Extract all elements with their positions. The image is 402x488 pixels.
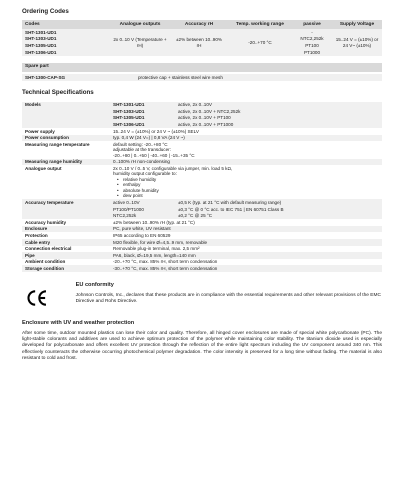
order-code: SHT-1305-UD1 <box>22 43 110 50</box>
spec-value: -30..+70 °C, max. 85% rH, short term condensation <box>110 265 382 272</box>
spec-value: ±0,5 K (typ. at 21 °C with default measuring range) <box>175 199 382 206</box>
spec-label: Protection <box>25 232 48 238</box>
variant-label: NTC2,252k <box>110 213 175 220</box>
spec-value: M20 flexible, for wire Ø=4,5..9 mm, removable <box>110 239 382 246</box>
enclosure-section <box>22 320 382 363</box>
spec-row-analogue-output <box>22 165 382 199</box>
spec-value: -20..+70 °C, max. 85% rH, short term condensation <box>113 259 218 265</box>
spec-label: Models <box>22 102 110 109</box>
model-code: SHT-1306-UD1 <box>110 121 175 128</box>
model-code: SHT-1305-UD1 <box>110 115 175 122</box>
spec-value: PC, pure white, UV resistant <box>110 226 382 233</box>
model-description: active, 2x 0..10V + PT1000 <box>175 121 382 128</box>
eu-conformity-section <box>22 282 382 308</box>
spec-value: ±2% between 10..90% rH (typ. at 21 °C) <box>113 219 195 225</box>
ordering-codes-heading: Ordering Codes <box>22 8 69 15</box>
spec-label: Cable entry <box>22 239 110 246</box>
spec-row-measuring-humidity <box>22 159 382 166</box>
spec-row-power-consumption <box>22 135 382 142</box>
spare-part-code: SHT-1300-CAP-SG <box>25 74 66 80</box>
spec-row-accuracy-temperature <box>22 199 382 206</box>
spec-row-models <box>22 115 382 122</box>
ordering-header-row <box>22 20 382 29</box>
spare-part-heading: Spare part <box>22 63 382 72</box>
bullet-item: • relative humidity <box>113 177 379 183</box>
bullet-item: • absolute humidity <box>113 188 379 194</box>
spec-label: Storage condition <box>22 265 110 272</box>
model-code: SHT-1303-UD1 <box>110 108 175 115</box>
passive-value: - <box>292 29 332 36</box>
spec-label: Enclosure <box>22 226 110 233</box>
spec-label: Connection electrical <box>25 246 72 252</box>
spec-row-accuracy-temperature <box>22 206 382 213</box>
temp-range-value: -20..+70 °C <box>228 29 292 56</box>
spec-row-models <box>22 121 382 128</box>
spare-part-description: protective cap + stainless steel wire mesh <box>138 74 223 80</box>
spec-row <box>22 219 382 226</box>
spec-row <box>22 252 382 259</box>
order-code: SHT-1306-UD1 <box>22 49 110 56</box>
spec-row <box>22 259 382 266</box>
spec-label: Accuracy temperature <box>22 199 110 206</box>
document-page <box>22 8 382 363</box>
header-analogue-outputs: Analogue outputs <box>110 20 170 29</box>
bullet-item: • enthalpy <box>113 182 379 188</box>
technical-specifications-heading: Technical Specifications <box>22 89 94 97</box>
model-code: SHT-1301-UD1 <box>110 102 175 109</box>
accuracy-value: ±2% between 10..90% rH <box>170 29 228 56</box>
order-code: SHT-1303-UD1 <box>22 36 110 43</box>
spec-row <box>22 226 382 233</box>
spec-row-models <box>22 102 382 109</box>
spec-row <box>22 265 382 272</box>
spec-value: 2x 0..10 V / 0..5 V, configurable via jumper, min. load 5 kΩ, humidity output configurable to: • relative humidity • enthalpy • absolute humidity • dew point <box>110 165 382 199</box>
ce-mark-icon <box>26 288 48 308</box>
spec-label: Analogue output <box>25 165 62 171</box>
eu-conformity-text: Johnson Controls, Inc., declares that these products are in compliance with the essential requirements and other relevant provisions of the EMC Directive and Rohs Directive. <box>75 292 381 304</box>
spec-label: Ambient condition <box>25 259 66 265</box>
spec-row-power-supply <box>22 128 382 135</box>
spec-label: Accuracy humidity <box>25 219 67 225</box>
ordering-codes-section <box>22 8 382 81</box>
ordering-codes-table <box>22 20 382 56</box>
header-accuracy: Accuracy rH <box>170 20 228 29</box>
spare-part-row <box>22 74 382 82</box>
header-codes: Codes <box>22 20 110 29</box>
spec-row-measuring-temperature <box>22 141 382 159</box>
spec-label: Power consumption <box>22 135 110 142</box>
header-supply-voltage: Supply Voltage <box>332 20 382 29</box>
passive-value: PT100 <box>292 43 332 50</box>
spec-label: Power supply <box>25 128 55 134</box>
spec-value: 0..100% rH non-condensing <box>110 159 382 166</box>
model-description: active, 2x 0..10V + NTC2,252k <box>175 108 382 115</box>
spec-label: Measuring range humidity <box>22 159 110 166</box>
model-description: active, 2x 0..10V <box>175 102 382 109</box>
analogue-outputs-value: 2x 0..10 V (Temperature + rH) <box>110 29 170 56</box>
enclosure-heading: Enclosure with UV and weather protection <box>22 320 135 326</box>
passive-value: NTC2,252k <box>292 36 332 43</box>
spec-label: Pipe <box>22 252 110 259</box>
spec-value: ±0,3 °C @ 0 °C acc. to IEC 751 | EN 60751 Class B <box>175 206 382 213</box>
technical-specifications-table <box>22 102 382 272</box>
spec-value: Removable plug-in terminal, max. 2,5 mm² <box>113 246 200 252</box>
order-code: SHT-1301-UD1 <box>22 29 110 36</box>
spec-row <box>22 239 382 246</box>
eu-conformity-heading: EU conformity <box>75 282 114 288</box>
variant-label: active 0..10V <box>110 199 175 206</box>
enclosure-text: After some time, outdoor mounted plastics can lose their color and quality. Therefore, all hinged cover enclosures are made of special white polycarbonate (PC). The light-stable colorants and additives are used to achieve optimum protection of the polymer while maintaining color stability. The titanium dioxide used is especially developed for polycarbonate and offers excellent UV protection through the reflection of the entire light spectrum including the UV component around 340 nm. This effectively counteracts the otherwise occurring photochemical polymer degradation. The color intensity is preserved for a long time without fading. The material is also resistant to cold and frost. <box>22 330 382 362</box>
spec-value: default setting: -20..+80 °C adjustable at the transducer: -20..+80 | 0..+50 | -40..+60 | -15..+35 °C <box>113 141 195 158</box>
passive-value: PT1000 <box>292 49 332 56</box>
technical-specifications-section <box>22 89 382 272</box>
header-passive: passive <box>292 20 332 29</box>
spec-row-accuracy-temperature <box>22 213 382 220</box>
ordering-row <box>22 29 382 36</box>
header-temp-range: Temp. working range <box>228 20 292 29</box>
model-description: active, 2x 0..10V + PT100 <box>175 115 382 122</box>
bullet-item: • dew point <box>113 193 379 199</box>
variant-label: PT100/PT1000 <box>110 206 175 213</box>
spec-value: 15..24 V = (±10%) or 24 V ~ (±10%) SELV <box>113 128 199 134</box>
spec-row-models <box>22 108 382 115</box>
spec-value: PA6, black, Ø=19,5 mm, length=140 mm <box>110 252 382 259</box>
spec-value: ±0,2 °C @ 25 °C <box>175 213 382 220</box>
spec-row <box>22 232 382 239</box>
spec-value: typ. 0,4 W (24 V=) | 0,8 VA (24 V ~) <box>110 135 382 142</box>
spec-row <box>22 246 382 253</box>
spec-value: IP65 according to EN 60529 <box>113 232 171 238</box>
spec-label: Measuring range temperature <box>25 141 90 147</box>
supply-voltage-value: 15..24 V = (±10%) or 24 V~ (±10%) <box>332 29 382 56</box>
